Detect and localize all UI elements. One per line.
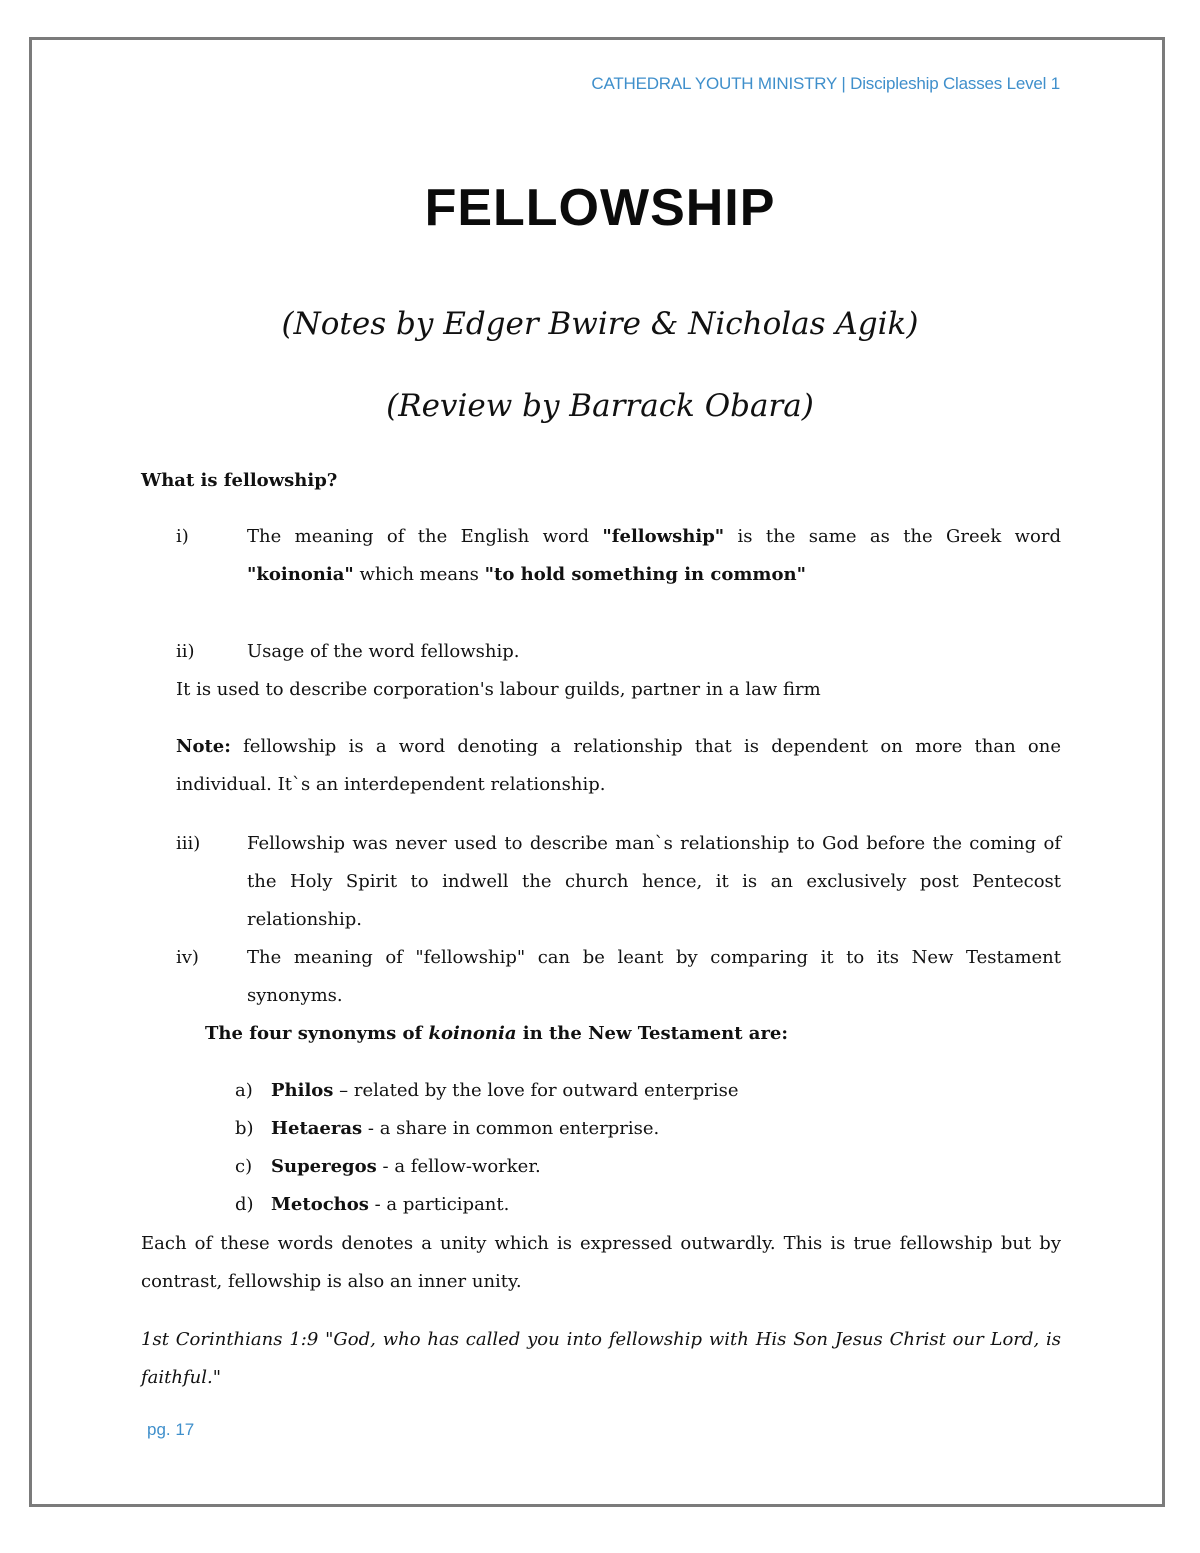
notes-byline: (Notes by Edger Bwire & Nicholas Agik): [281, 306, 919, 342]
list-item-text: Fellowship was never used to describe man`s relationship to God before the coming of the Holy Spirit to indwell the church hence, it is an exclusively post Pentecost relationship.: [247, 833, 1061, 930]
page-title: FELLOWSHIP: [424, 179, 776, 237]
list-item-text: The meaning of the English word "fellowship" is the same as the Greek word "koinonia" which means "to hold something in common": [247, 526, 1061, 585]
synonym-term: Superegos: [271, 1156, 377, 1177]
list-item-ii: [176, 633, 1061, 671]
synonym-item: d) Metochos - a participant.: [235, 1194, 510, 1215]
list-number: iv): [176, 947, 199, 968]
synonym-term: Philos: [271, 1080, 334, 1101]
summary-paragraph: Each of these words denotes a unity which is expressed outwardly. This is true fellowship but by contrast, fellowship is also an inner unity.: [141, 1233, 1061, 1292]
synonym-term: Hetaeras: [271, 1118, 363, 1139]
note-label: Note:: [176, 736, 231, 757]
list-number: ii): [176, 641, 195, 662]
synonyms-heading: The four synonyms of koinonia in the New Testament are:: [205, 1023, 789, 1044]
list-item-iv: [176, 939, 1061, 1015]
synonym-item: a) Philos – related by the love for outward enterprise: [235, 1080, 739, 1101]
synonym-term: Metochos: [271, 1194, 369, 1215]
list-item-text: The meaning of "fellowship" can be leant by comparing it to its New Testament synonyms.: [247, 947, 1061, 1006]
note-paragraph: Note: fellowship is a word denoting a relationship that is dependent on more than one individual. It`s an interdependent relationship.: [176, 736, 1061, 795]
list-item-iii: [176, 825, 1061, 939]
synonym-item: b) Hetaeras - a share in common enterprise.: [235, 1118, 660, 1139]
section-question: What is fellowship?: [141, 470, 338, 491]
usage-text: It is used to describe corporation's labour guilds, partner in a law firm: [176, 679, 821, 700]
list-number: i): [176, 526, 189, 547]
running-header: CATHEDRAL YOUTH MINISTRY | Discipleship Classes Level 1: [591, 74, 1060, 93]
list-number: iii): [176, 833, 201, 854]
page-number: pg. 17: [147, 1420, 195, 1439]
synonym-item: c) Superegos - a fellow-worker.: [235, 1156, 541, 1177]
list-item-i: [176, 518, 1061, 594]
review-byline: (Review by Barrack Obara): [386, 388, 814, 424]
list-item-text: Usage of the word fellowship.: [247, 641, 520, 662]
scripture-verse: 1st Corinthians 1:9 "God, who has called you into fellowship with His Son Jesus Christ our Lord, is faithful.": [141, 1329, 1061, 1388]
